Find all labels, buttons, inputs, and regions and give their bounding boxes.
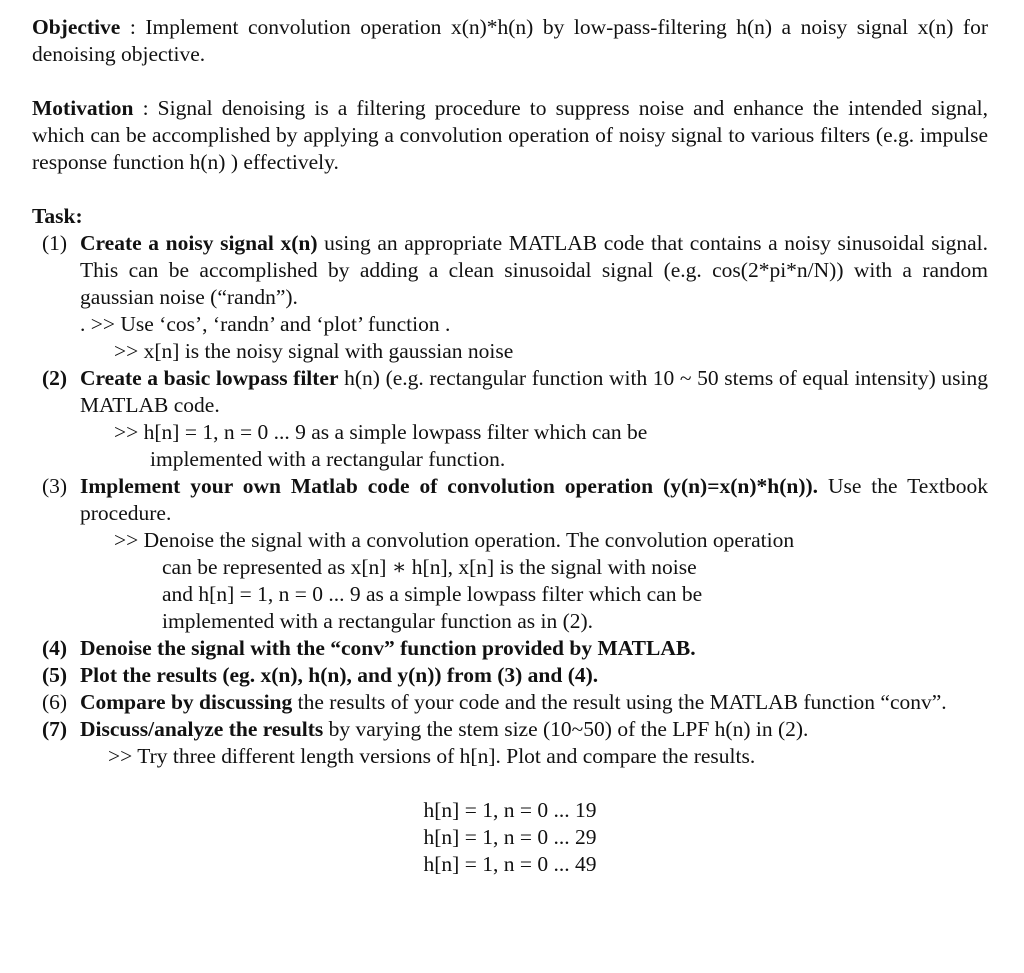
task-item-6 — [32, 689, 988, 716]
task-bold: Discuss/analyze the results — [80, 717, 324, 741]
task-item-7 — [32, 716, 988, 770]
task-note: implemented with a rectangular function. — [150, 447, 506, 471]
task-note: >> h[n] = 1, n = 0 ... 9 as a simple lowpass filter which can be — [114, 420, 648, 444]
motivation-label: Motivation — [32, 96, 134, 120]
task-item-4 — [32, 635, 988, 662]
equation-line: h[n] = 1, n = 0 ... 19 — [423, 798, 597, 822]
task-note: implemented with a rectangular function as in (2). — [162, 609, 594, 633]
document-page — [32, 14, 988, 878]
equation-line: h[n] = 1, n = 0 ... 29 — [423, 825, 597, 849]
objective-label: Objective — [32, 15, 121, 39]
task-number: (7) — [42, 717, 68, 741]
task-number: (3) — [42, 474, 68, 498]
task-note: >> Denoise the signal with a convolution operation. The convolution operation — [114, 528, 795, 552]
objective-paragraph — [32, 14, 988, 68]
task-text: the results of your code and the result using the MATLAB function “conv”. — [292, 690, 947, 714]
equation-block — [32, 797, 988, 878]
task-title: Task: — [32, 204, 83, 228]
task-bold: Denoise the signal with the “conv” function provided by MATLAB. — [80, 636, 696, 660]
task-item-3 — [32, 473, 988, 635]
task-bold: Create a basic lowpass filter — [80, 366, 339, 390]
task-item-5 — [32, 662, 988, 689]
task-note: . >> Use ‘cos’, ‘randn’ and ‘plot’ function . — [80, 312, 451, 336]
equation-line: h[n] = 1, n = 0 ... 49 — [423, 852, 597, 876]
task-note: >> Try three different length versions of h[n]. Plot and compare the results. — [108, 744, 756, 768]
task-number: (6) — [42, 690, 68, 714]
task-number: (1) — [42, 231, 68, 255]
motivation-text: : Signal denoising is a filtering procedure to suppress noise and enhance the intended signal, which can be accomplished by applying a convolution operation of noisy signal to various filters (e.g. impulse response function h(n) ) effectively. — [32, 96, 988, 174]
motivation-paragraph — [32, 95, 988, 176]
task-item-2 — [32, 365, 988, 473]
task-note: can be represented as x[n] ∗ h[n], x[n] is the signal with noise — [162, 555, 697, 579]
task-text: Use the Textbook procedure. — [80, 474, 988, 525]
task-text: using an appropriate MATLAB code that contains a noisy sinusoidal signal. This can be accomplished by adding a clean sinusoidal signal (e.g. cos(2*pi*n/N)) with a random gaussian noise (“randn”). — [80, 231, 988, 309]
task-bold: Implement your own Matlab code of convolution operation (y(n)=x(n)*h(n)). — [80, 474, 819, 498]
task-bold: Plot the results (eg. x(n), h(n), and y(n)) from (3) and (4). — [80, 663, 599, 687]
task-text: by varying the stem size (10~50) of the LPF h(n) in (2). — [323, 717, 809, 741]
task-item-1 — [32, 230, 988, 365]
task-number: (4) — [42, 636, 68, 660]
task-number: (2) — [42, 366, 68, 390]
objective-text: : Implement convolution operation x(n)*h(n) by low-pass-filtering h(n) a noisy signal x(n) for denoising objective. — [32, 15, 988, 66]
task-number: (5) — [42, 663, 68, 687]
task-bold: Compare by discussing — [80, 690, 293, 714]
task-note: >> x[n] is the noisy signal with gaussian noise — [114, 339, 514, 363]
task-note: and h[n] = 1, n = 0 ... 9 as a simple lowpass filter which can be — [162, 582, 703, 606]
task-text: h(n) (e.g. rectangular function with 10 ~ 50 stems of equal intensity) using MATLAB code. — [80, 366, 988, 417]
task-bold: Create a noisy signal x(n) — [80, 231, 318, 255]
